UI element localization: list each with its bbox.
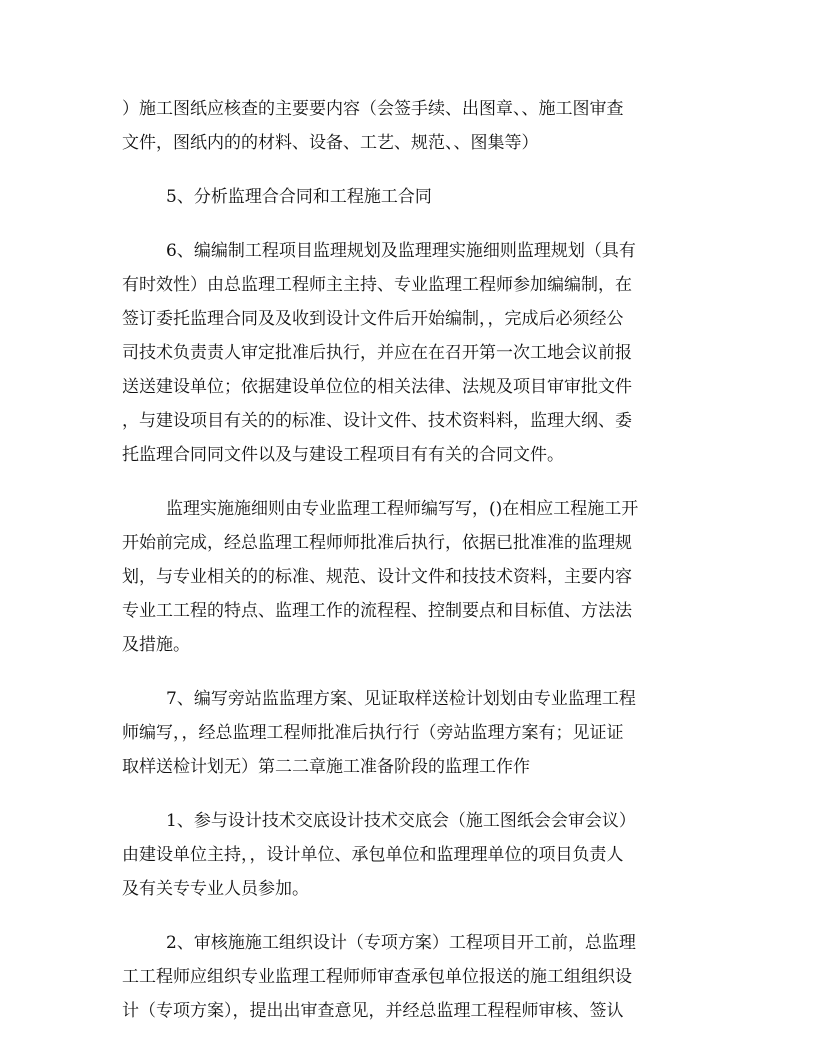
text-line: 师编写，，经总监理工程师批准后执行行（旁站监理方案有；见证证 <box>122 723 624 743</box>
text-line: 托监理合同同文件以及与建设工程项目有有关的合同文件。 <box>122 445 564 465</box>
text-line: 计（专项方案），提出出审查意见，并经总监理工程程师审核、签认 <box>122 1001 624 1021</box>
text-line: 6、编编制工程项目监理规划及监理理实施细则监理规划（具有 <box>166 241 636 261</box>
paragraph-4 <box>122 492 702 662</box>
paragraph-1 <box>122 92 702 160</box>
text-line: 工工程师应组织专业监理工程师师审查承包单位报送的施工组组织设 <box>122 967 632 987</box>
text-line: 取样送检计划无）第二二章施工准备阶段的监理工作作 <box>122 757 530 777</box>
text-line: 签订委托监理合同及及收到设计文件后开始编制，，完成后必须经公 <box>122 309 624 329</box>
text-line: 7、编写旁站监监理方案、见证取样送检计划划由专业监理工程 <box>166 689 636 709</box>
text-line: 2、审核施施工组织设计（专项方案）工程项目开工前，总监理 <box>166 933 636 953</box>
text-line: ，与建设项目有关的的标准、设计文件、技术资料料，监理大纲、委 <box>122 411 632 431</box>
text-line: 司技术负责责人审定批准后执行，并应在在召开第一次工地会议前报 <box>122 343 632 363</box>
paragraph-5 <box>122 682 702 784</box>
text-line: 划，与专业相关的的标准、规范、设计文件和技技术资料，主要内容 <box>122 567 632 587</box>
paragraph-6 <box>122 804 702 906</box>
text-line: 由建设单位主持，，设计单位、承包单位和监理理单位的项目负责人 <box>122 845 624 865</box>
text-line: 专业工工程的特点、监理工作的流程程、控制要点和目标值、方法法 <box>122 601 632 621</box>
text-line: 文件，图纸内的的材料、设备、工艺、规范、、图集等） <box>122 133 539 153</box>
text-line: 5、分析监理合合同和工程施工合同 <box>166 187 432 207</box>
text-line: 监理实施施细则由专业监理工程师编写写，()在相应工程施工开 <box>166 499 639 519</box>
text-line: 及有关专专业人员参加。 <box>122 879 309 899</box>
paragraph-7 <box>122 926 702 1028</box>
text-line: 1、参与设计技术交底设计技术交底会（施工图纸会会审会议） <box>166 811 636 831</box>
paragraph-3 <box>122 234 702 472</box>
body-text <box>122 92 702 1028</box>
paragraph-2 <box>122 180 702 214</box>
text-line: 有时效性）由总监理工程师主主持、专业监理工程师参加编编制，在 <box>122 275 632 295</box>
text-line: 送送建设单位；依据建设单位位的相关法律、法规及项目审审批文件 <box>122 377 632 397</box>
text-line: 及措施。 <box>122 635 190 655</box>
text-line: 开始前完成，经总监理工程师师批准后执行，依据已批准准的监理规 <box>122 533 632 553</box>
text-line: ）施工图纸应核查的主要要内容（会签手续、出图章、、施工图审查 <box>122 99 624 119</box>
